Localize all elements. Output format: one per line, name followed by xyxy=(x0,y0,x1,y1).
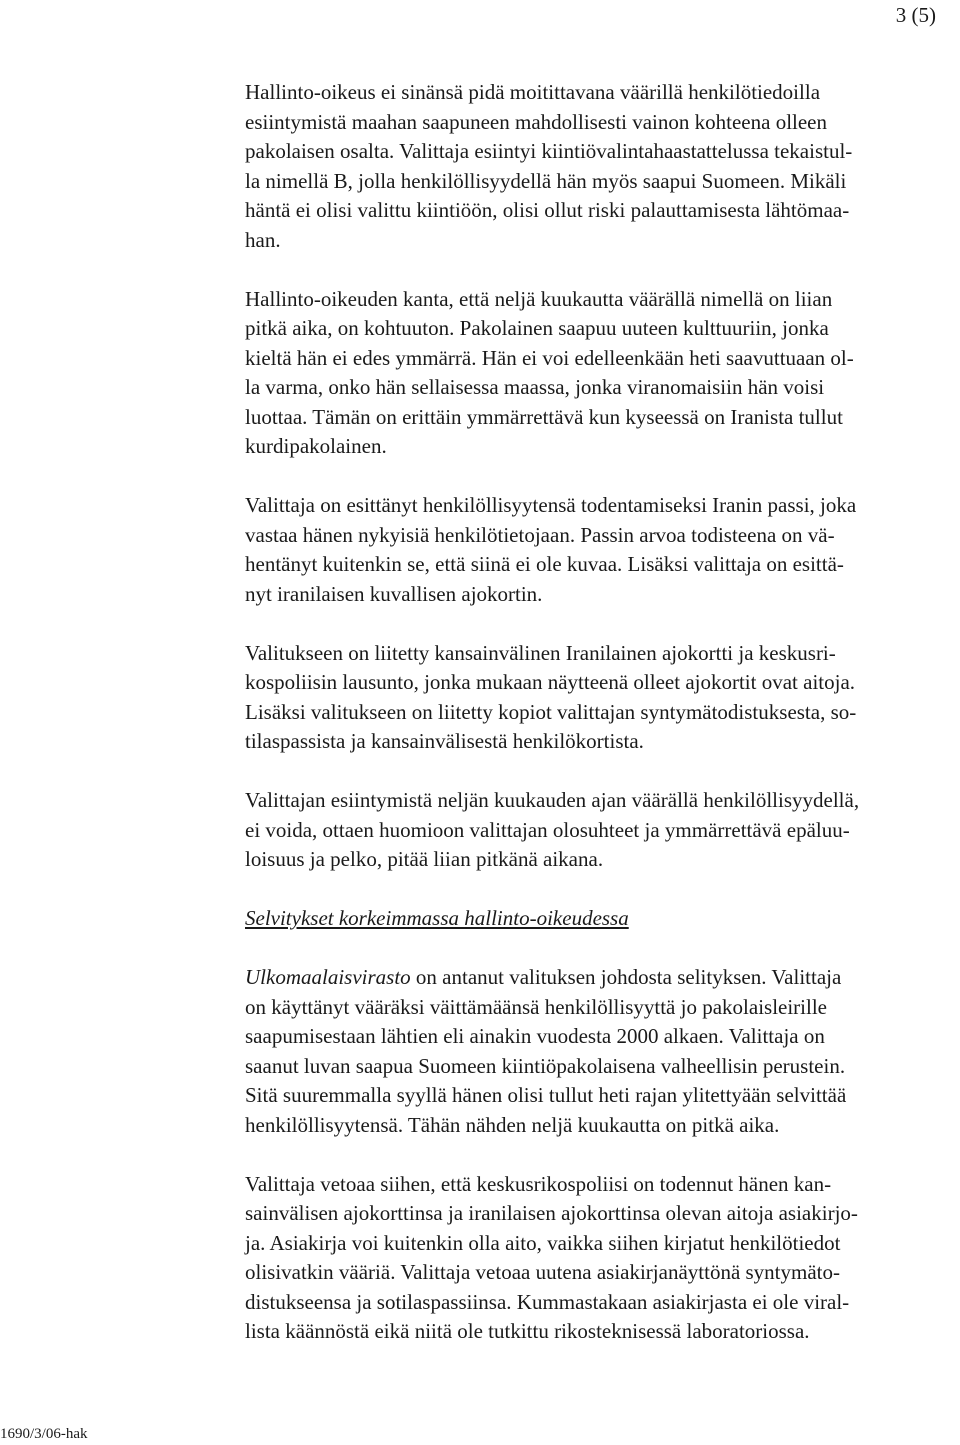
text-line: ei voida, ottaen huomioon valittajan olosuhteet ja ymmärrettävä epäluu- xyxy=(245,817,850,842)
agency-name: Ulkomaalaisvirasto xyxy=(245,965,411,989)
text-line: kurdipakolainen. xyxy=(245,434,387,458)
section-heading: Selvitykset korkeimmassa hallinto-oikeudessa xyxy=(245,906,629,930)
text-line: Hallinto-oikeus ei sinänsä pidä moitittavana väärillä henkilötiedoilla xyxy=(245,80,821,104)
text-line: la nimellä B, jolla henkilöllisyydellä hän myös saapui Suomeen. Mikäli xyxy=(245,168,847,193)
text-line: nyt iranilaisen kuvallisen ajokortin. xyxy=(245,581,543,606)
text-line: tilaspassista ja kansainvälisestä henkilökortista. xyxy=(245,729,644,753)
text-line: pakolaisen osalta. Valittaja esiintyi kiintiövalintahaastattelussa tekaistul- xyxy=(245,139,853,163)
paragraph-1 xyxy=(245,78,957,255)
text-line: esiintymistä maahan saapuneen mahdollisesti vainon kohteena olleen xyxy=(245,109,828,134)
text-line: lista käännöstä eikä niitä ole tutkittu rikosteknisessä laboratoriossa. xyxy=(245,1319,810,1343)
text-line: on antanut valituksen johdosta selityksen. Valittaja xyxy=(410,965,842,989)
paragraph-7 xyxy=(245,1170,957,1347)
document-body xyxy=(245,78,957,1347)
text-line: ja. Asiakirja voi kuitenkin olla aito, vaikka siihen kirjatut henkilötiedot xyxy=(245,1230,841,1255)
text-line: la varma, onko hän sellaisessa maassa, jonka viranomaisiin hän voisi xyxy=(245,375,825,399)
text-line: häntä ei olisi valittu kiintiöön, olisi ollut riski palauttamisesta lähtömaa- xyxy=(245,198,850,222)
text-line: pitkä aika, on kohtuuton. Pakolainen saapuu uuteen kulttuuriin, jonka xyxy=(245,316,829,340)
document-reference: 1690/3/06-hak xyxy=(0,1426,88,1442)
paragraph-5 xyxy=(245,786,957,875)
paragraph-3 xyxy=(245,491,957,609)
text-line: luottaa. Tämän on erittäin ymmärrettävä kun kyseessä on Iranista tullut xyxy=(245,404,843,429)
text-line: Valittaja on esittänyt henkilöllisyytensä todentamiseksi Iranin passi, joka xyxy=(245,493,857,517)
text-line: henkilöllisyytensä. Tähän nähden neljä kuukautta on pitkä aika. xyxy=(245,1112,780,1137)
text-line: vastaa hänen nykyisiä henkilötietojaan. Passin arvoa todisteena on vä- xyxy=(245,522,835,547)
text-line: Lisäksi valitukseen on liitetty kopiot valittajan syntymätodistuksesta, so- xyxy=(245,699,857,724)
text-line: sainvälisen ajokorttinsa ja iranilaisen ajokorttinsa olevan aitoja asiakirjo- xyxy=(245,1201,858,1225)
paragraph-2 xyxy=(245,285,957,462)
page-number: 3 (5) xyxy=(895,3,936,27)
text-line: Valitukseen on liitetty kansainvälinen Iranilainen ajokortti ja keskusri- xyxy=(245,640,836,665)
text-line: olisivatkin vääriä. Valittaja vetoaa uutena asiakirjanäyttönä syntymäto- xyxy=(245,1260,841,1284)
text-line: distukseensa ja sotilaspassiinsa. Kummastakaan asiakirjasta ei ole viral- xyxy=(245,1289,850,1314)
paragraph-6 xyxy=(245,963,957,1140)
text-line: hentänyt kuitenkin se, että siinä ei ole kuvaa. Lisäksi valittaja on esittä- xyxy=(245,552,844,576)
text-line: on käyttänyt vääräksi väittämäänsä henkilöllisyyttä jo pakolaisleirille xyxy=(245,994,828,1019)
text-line: kospoliisin lausunto, jonka mukaan näytteenä olleet ajokortit ovat aitoja. xyxy=(245,670,856,694)
text-line: loisuus ja pelko, pitää liian pitkänä aikana. xyxy=(245,847,604,871)
text-line: saapumisestaan lähtien eli ainakin vuodesta 2000 alkaen. Valittaja on xyxy=(245,1024,825,1048)
text-line: Valittajan esiintymistä neljän kuukauden ajan väärällä henkilöllisyydellä, xyxy=(245,788,860,812)
text-line: han. xyxy=(245,227,281,252)
text-line: Hallinto-oikeuden kanta, että neljä kuukautta väärällä nimellä on liian xyxy=(245,286,833,311)
paragraph-4 xyxy=(245,639,957,757)
text-line: Sitä suuremmalla syyllä hänen olisi tullut heti rajan ylitettyään selvittää xyxy=(245,1083,847,1107)
text-line: Valittaja vetoaa siihen, että keskusrikospoliisi on todennut hänen kan- xyxy=(245,1171,832,1196)
text-line: saanut luvan saapua Suomeen kiintiöpakolaisena valheellisin perustein. xyxy=(245,1053,846,1078)
text-line: kieltä hän ei edes ymmärrä. Hän ei voi edelleenkään heti saavuttuaan ol- xyxy=(245,345,854,370)
